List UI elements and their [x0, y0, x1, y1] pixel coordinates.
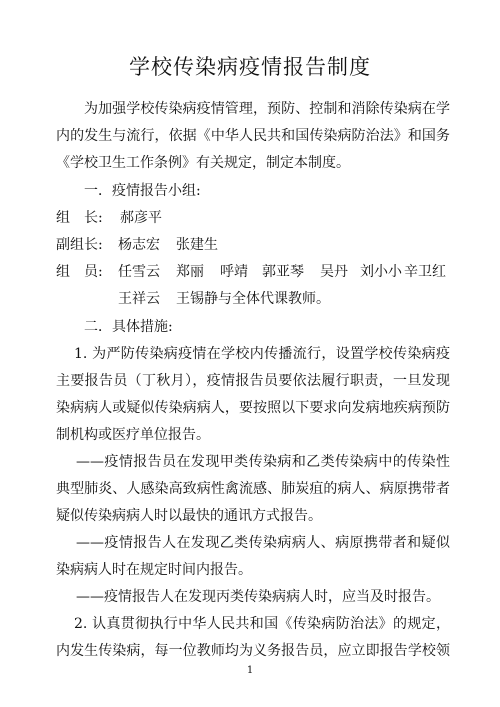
member-name: 吴丹 [320, 264, 348, 280]
member-name: 任雪云 [118, 264, 160, 280]
deputy-name-1: 杨志宏 [118, 237, 160, 253]
deputy-name-2: 张建生 [176, 237, 218, 253]
leader-label: 组 长: [56, 210, 103, 226]
body-line: 典型肺炎、人感染高致病性禽流感、肺炭疽的病人、病原携带者 [56, 481, 450, 497]
body-line: 制机构或医疗单位报告。 [56, 427, 210, 443]
intro-line-2: 内的发生与流行，依据《中华人民共和国传染病防治法》和国务 [56, 128, 450, 144]
body-line: ——疫情报告人在发现丙类传染病病人时，应当及时报告。 [76, 589, 440, 605]
leader-name: 郝彦平 [120, 210, 162, 226]
section2-heading: 二．具体措施: [84, 319, 173, 335]
page-number: 1 [246, 665, 254, 676]
body-line: 1. 为严防传染病疫情在学校内传播流行，设置学校传染病疫 [74, 346, 450, 362]
body-line: 疑似传染病病人时以最快的通讯方式报告。 [56, 508, 322, 524]
member-name: 王祥云 [118, 291, 160, 307]
member-name: 刘小小 [360, 264, 402, 280]
deputy-label: 副组长: [56, 237, 103, 253]
member-name: 郑丽 [176, 264, 204, 280]
body-line: 染病病人或疑似传染病病人，要按照以下要求向发病地疾病预防 [56, 400, 450, 416]
body-line: 染病病人时在规定时间内报告。 [56, 562, 252, 578]
section1-heading: 一．疫情报告小组: [84, 183, 201, 199]
body-line: 主要报告员（丁秋月），疫情报告员要依法履行职责，一旦发现 [56, 373, 450, 389]
intro-line-3: 《学校卫生工作条例》有关规定，制定本制度。 [56, 155, 350, 171]
body-line: 2. 认真贯彻执行中华人民共和国《传染病防治法》的规定， [74, 616, 450, 632]
member-name: 辛卫红 [404, 264, 446, 280]
body-line: ——疫情报告人在发现乙类传染病病人、病原携带者和疑似 [76, 535, 450, 551]
body-line: 内发生传染病，每一位教师均为义务报告员，应立即报告学校领 [56, 643, 450, 659]
body-line: ——疫情报告员在发现甲类传染病和乙类传染病中的传染性 [76, 454, 450, 470]
member-name: 郭亚琴 [262, 264, 304, 280]
members-label: 组 员: [56, 264, 103, 280]
page-title: 学校传染病疫情报告制度 [129, 55, 371, 79]
member-name: 王锡静与全体代课教师。 [176, 291, 330, 307]
intro-line-1: 为加强学校传染病疫情管理，预防、控制和消除传染病在学 [84, 101, 450, 117]
member-name: 呼靖 [220, 264, 248, 280]
